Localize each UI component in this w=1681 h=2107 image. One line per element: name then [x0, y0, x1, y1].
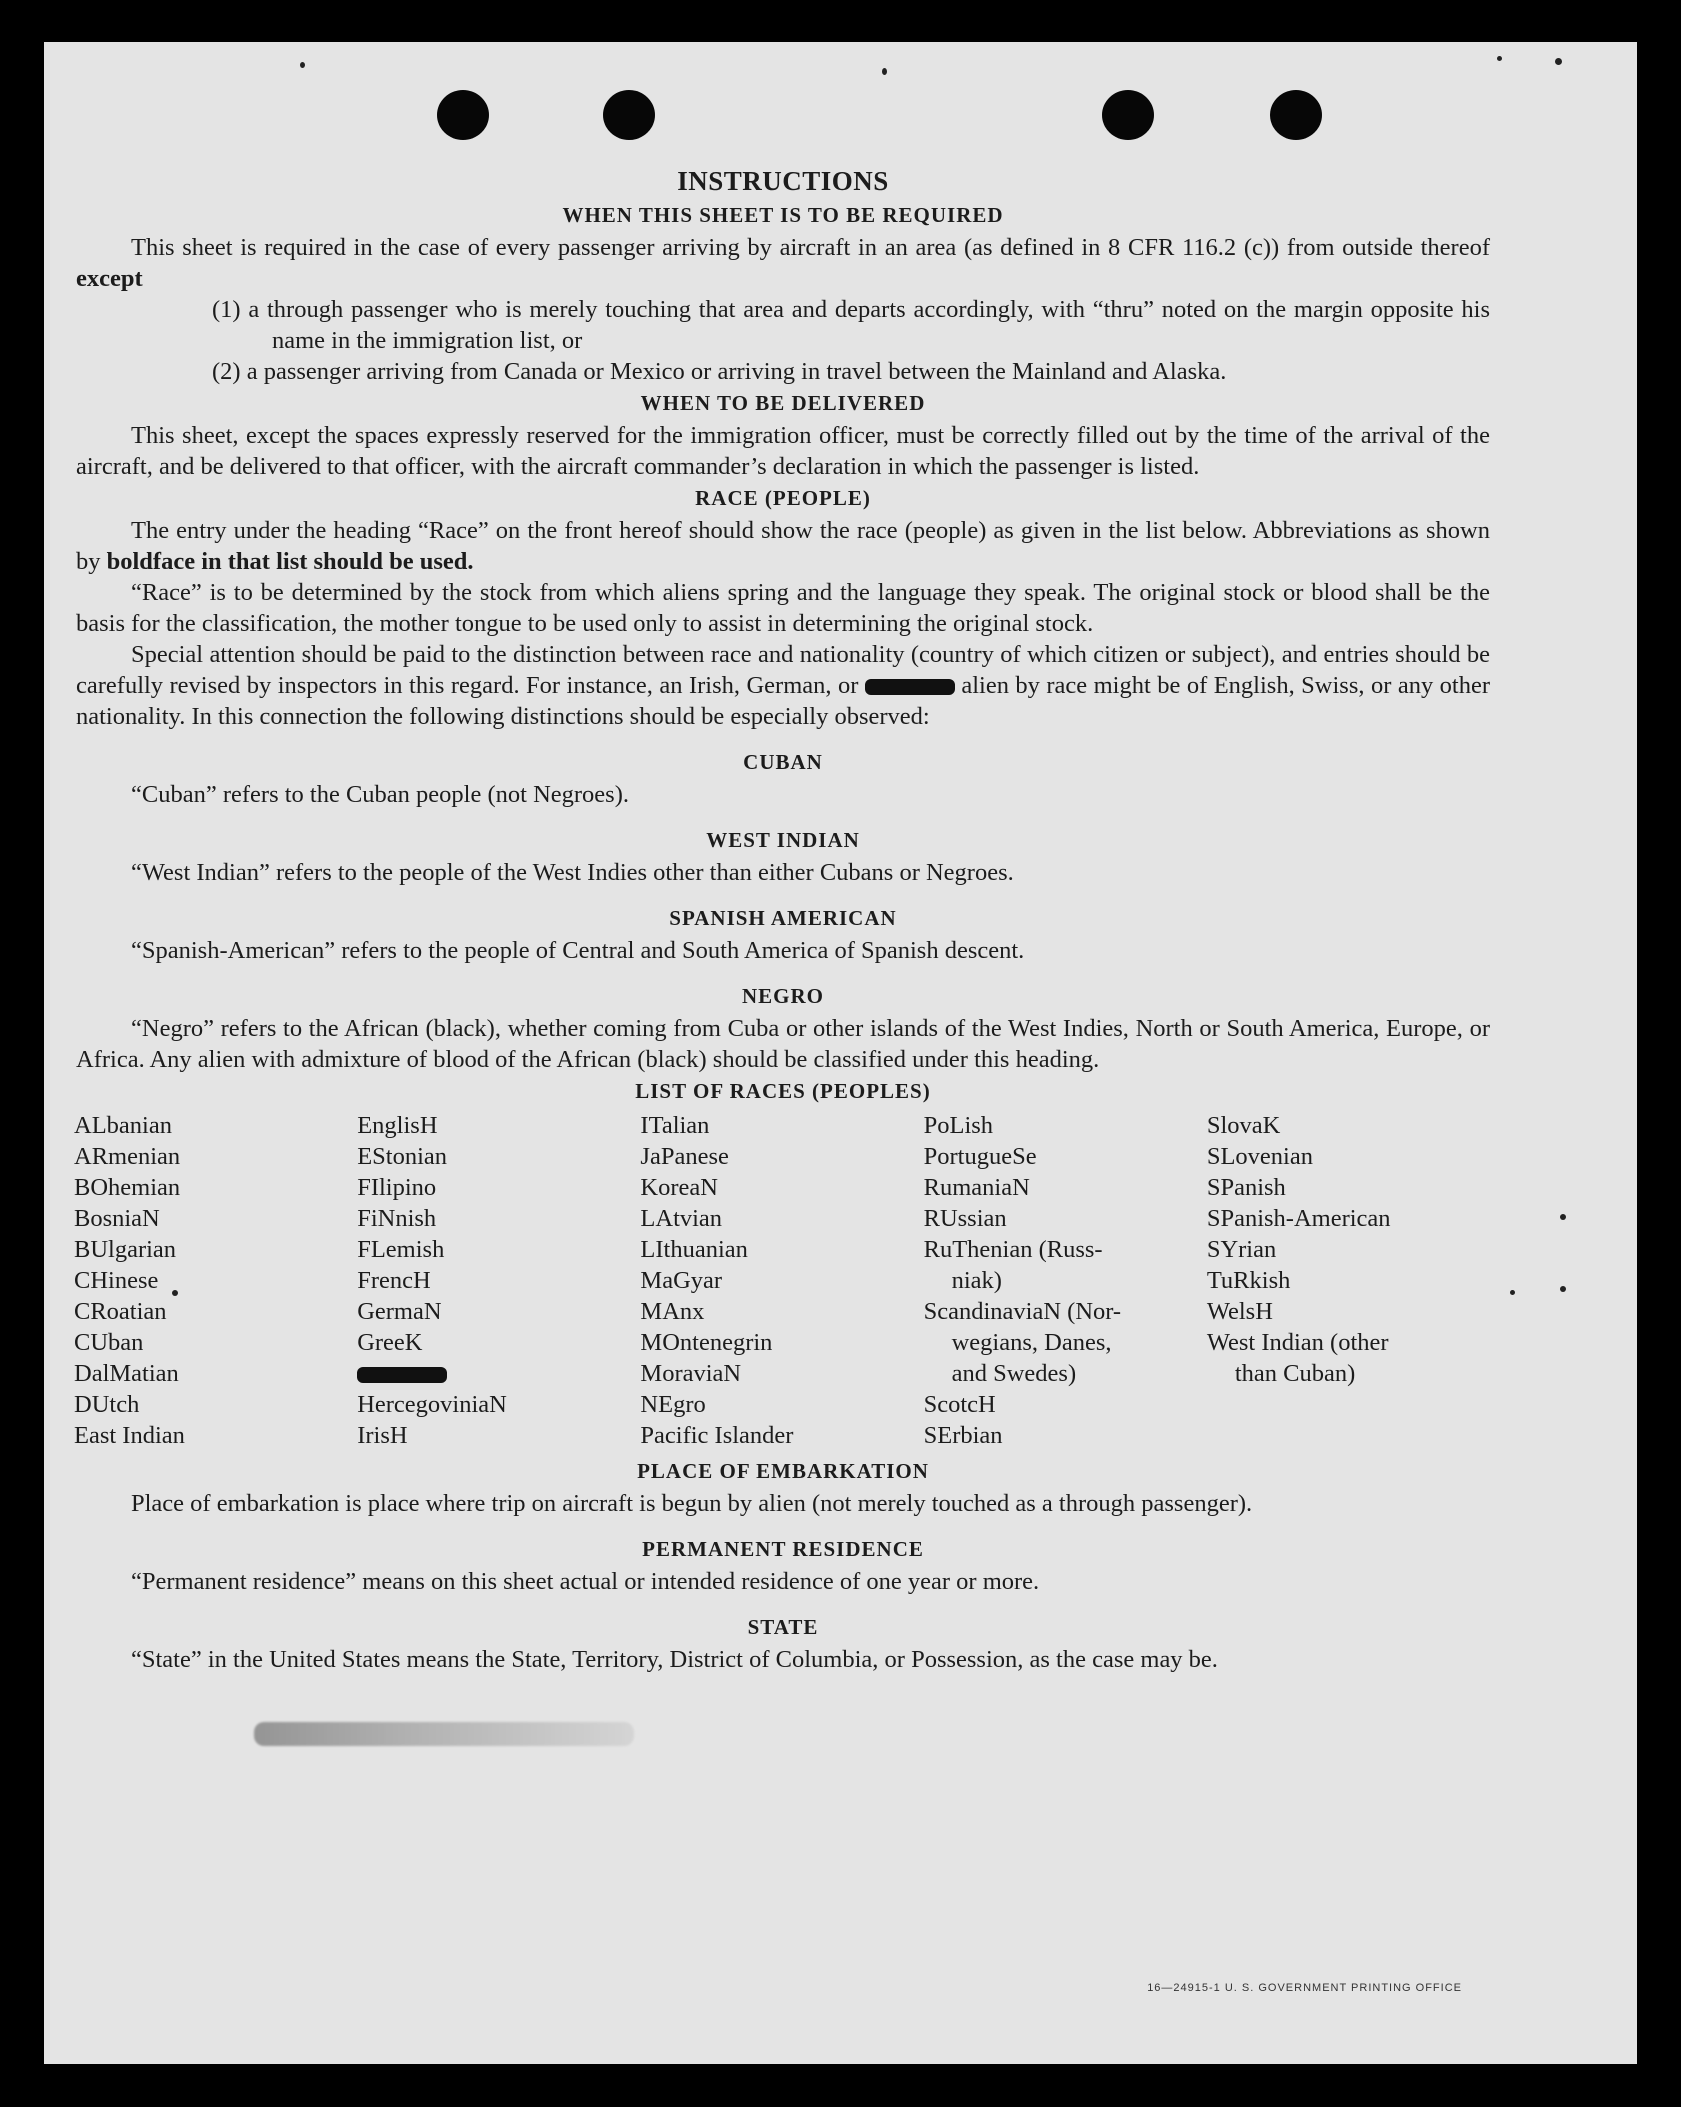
print-footer: 16—24915-1 U. S. GOVERNMENT PRINTING OFFICE [1147, 1982, 1462, 1994]
race-item: RumaniaN [923, 1174, 1030, 1201]
race-item: DalMatian [74, 1360, 179, 1387]
race-item: RuThenian (Russ- [923, 1236, 1103, 1263]
race-p3-text-b: alien by race might be of English, Swiss, or any other nationality. In this connection the following distinctions should be especially observed: [76, 672, 1490, 730]
races-column [357, 1110, 640, 1451]
race-item: SPanish [1206, 1174, 1286, 1201]
race-item: and Swedes) [951, 1360, 1077, 1387]
embarkation-text: Place of embarkation is place where trip on aircraft is begun by alien (not merely touched as a through passenger). [131, 1490, 1253, 1517]
negro-text: “Negro” refers to the African (black), whether coming from Cuba or other islands of the West Indies, North or South America, Europe, or Africa. Any alien with admixture of blood of the African (black) should be classified under this heading. [76, 1015, 1490, 1073]
races-column [924, 1110, 1207, 1451]
race-item: NEgro [640, 1391, 706, 1418]
race-item: MaGyar [640, 1267, 723, 1294]
race-item: LIthuanian [640, 1236, 748, 1263]
race-item: DUtch [74, 1391, 140, 1418]
race-item: MAnx [640, 1298, 705, 1325]
race-item: SErbian [923, 1422, 1003, 1449]
punch-hole [437, 90, 489, 140]
race-item: CRoatian [74, 1298, 167, 1325]
heading-list-of-races: LIST OF RACES (PEOPLES) [635, 1079, 931, 1103]
speck [1497, 56, 1502, 61]
race-item: ITalian [640, 1112, 710, 1139]
race-p1-text: The entry under the heading “Race” on the front hereof should show the race (people) as given in the list below. Abbreviations as shown by [76, 517, 1490, 575]
clause-1: (1) a through passenger who is merely touching that area and departs accordingly, with “thru” noted on the margin opposite his name in the immigration list, or [212, 296, 1490, 354]
document-page [44, 42, 1637, 2064]
race-item: IrisH [357, 1422, 408, 1449]
redacted-race [357, 1358, 640, 1389]
race-item: SlovaK [1206, 1112, 1281, 1139]
race-item: BOhemian [74, 1174, 181, 1201]
race-item: SYrian [1206, 1236, 1277, 1263]
race-item: RUssian [923, 1205, 1007, 1232]
race-item: ALbanian [74, 1112, 172, 1139]
speck [1560, 1214, 1566, 1220]
speck [300, 62, 305, 68]
races-list [74, 1110, 1490, 1451]
race-item: JaPanese [640, 1143, 729, 1170]
race-item: ARmenian [74, 1143, 181, 1170]
race-item: SLovenian [1206, 1143, 1313, 1170]
heading-embarkation: PLACE OF EMBARKATION [637, 1459, 929, 1483]
cuban-text: “Cuban” refers to the Cuban people (not Negroes). [131, 781, 629, 808]
heading-cuban: CUBAN [743, 750, 823, 774]
heading-permanent-residence: PERMANENT RESIDENCE [642, 1537, 924, 1561]
race-item: CUban [74, 1329, 144, 1356]
redaction [357, 1367, 447, 1383]
when-required-intro [76, 232, 1490, 294]
spanish-american-text: “Spanish-American” refers to the people of Central and South America of Spanish descent. [131, 937, 1025, 964]
instructions-content [76, 166, 1490, 1675]
race-item: than Cuban) [1234, 1360, 1356, 1387]
race-item: PoLish [923, 1112, 994, 1139]
west-indian-text: “West Indian” refers to the people of the West Indies other than either Cubans or Negroes. [131, 859, 1014, 886]
race-item: GermaN [357, 1298, 442, 1325]
race-item: FLemish [357, 1236, 445, 1263]
state-text: “State” in the United States means the State, Territory, District of Columbia, or Possession, as the case may be. [131, 1646, 1218, 1673]
race-item: FIlipino [357, 1174, 437, 1201]
race-item: EStonian [357, 1143, 448, 1170]
race-item: LAtvian [640, 1205, 723, 1232]
race-item: GreeK [357, 1329, 423, 1356]
race-item: WelsH [1206, 1298, 1273, 1325]
race-item: CHinese [74, 1267, 159, 1294]
race-item: KoreaN [640, 1174, 718, 1201]
clause-2: (2) a passenger arriving from Canada or Mexico or arriving in travel between the Mainland and Alaska. [212, 358, 1227, 385]
race-p3-text-a: Special attention should be paid to the distinction between race and nationality (country of which citizen or subject), and entries should be carefully revised by inspectors in this regard. For instance, an Irish, German, or [76, 641, 1490, 699]
races-column [640, 1110, 923, 1451]
race-item: MOntenegrin [640, 1329, 773, 1356]
heading-when-required: WHEN THIS SHEET IS TO BE REQUIRED [562, 203, 1004, 227]
race-item: PortugueSe [923, 1143, 1037, 1170]
race-item: wegians, Danes, [951, 1329, 1112, 1356]
race-item: EnglisH [357, 1112, 438, 1139]
heading-race: RACE (PEOPLE) [695, 486, 871, 510]
race-p2: “Race” is to be determined by the stock from which aliens spring and the language they speak. The original stock or blood shall be the basis for the classification, the mother tongue to be used only to assist in determining the original stock. [76, 579, 1490, 637]
intro-text: This sheet is required in the case of every passenger arriving by aircraft in an area (as defined in 8 CFR 116.2 (c)) from outside thereof [131, 234, 1490, 261]
races-column [1207, 1110, 1490, 1451]
race-item: SPanish-American [1206, 1205, 1391, 1232]
race-item: HercegoviniaN [357, 1391, 507, 1418]
race-item: ScotcH [923, 1391, 996, 1418]
intro-bold: except [76, 265, 143, 292]
punch-hole [603, 90, 655, 140]
punch-hole [1102, 90, 1154, 140]
page-title: INSTRUCTIONS [677, 166, 889, 196]
races-column [74, 1110, 357, 1451]
race-item: West Indian (other [1206, 1329, 1389, 1356]
race-item: BUlgarian [74, 1236, 177, 1263]
race-item: FiNnish [357, 1205, 437, 1232]
redaction [865, 679, 955, 695]
speck [882, 68, 887, 75]
race-item: niak) [951, 1267, 1002, 1294]
heading-when-delivered: WHEN TO BE DELIVERED [640, 391, 926, 415]
heading-state: STATE [747, 1615, 819, 1639]
race-item: BosniaN [74, 1205, 160, 1232]
race-item: MoraviaN [640, 1360, 742, 1387]
punch-hole [1270, 90, 1322, 140]
when-delivered-text: This sheet, except the spaces expressly reserved for the immigration officer, must be correctly filled out by the time of the arrival of the aircraft, and be delivered to that officer, with the aircraft commander’s declaration in which the passenger is listed. [76, 422, 1490, 480]
race-item: FrencH [357, 1267, 431, 1294]
race-item: Pacific Islander [640, 1422, 794, 1449]
race-p1 [76, 515, 1490, 577]
speck [1510, 1290, 1515, 1295]
speck [1560, 1286, 1566, 1292]
race-item: TuRkish [1206, 1267, 1291, 1294]
race-item: ScandinaviaN (Nor- [923, 1298, 1122, 1325]
race-item: East Indian [74, 1422, 185, 1449]
heading-negro: NEGRO [741, 984, 824, 1008]
heading-west-indian: WEST INDIAN [706, 828, 860, 852]
race-p1-bold: boldface in that list should be used. [106, 548, 474, 575]
heading-spanish-american: SPANISH AMERICAN [669, 906, 897, 930]
smudge [254, 1722, 634, 1746]
race-p3 [76, 639, 1490, 732]
speck [1555, 58, 1562, 65]
permanent-residence-text: “Permanent residence” means on this sheet actual or intended residence of one year or more. [131, 1568, 1040, 1595]
